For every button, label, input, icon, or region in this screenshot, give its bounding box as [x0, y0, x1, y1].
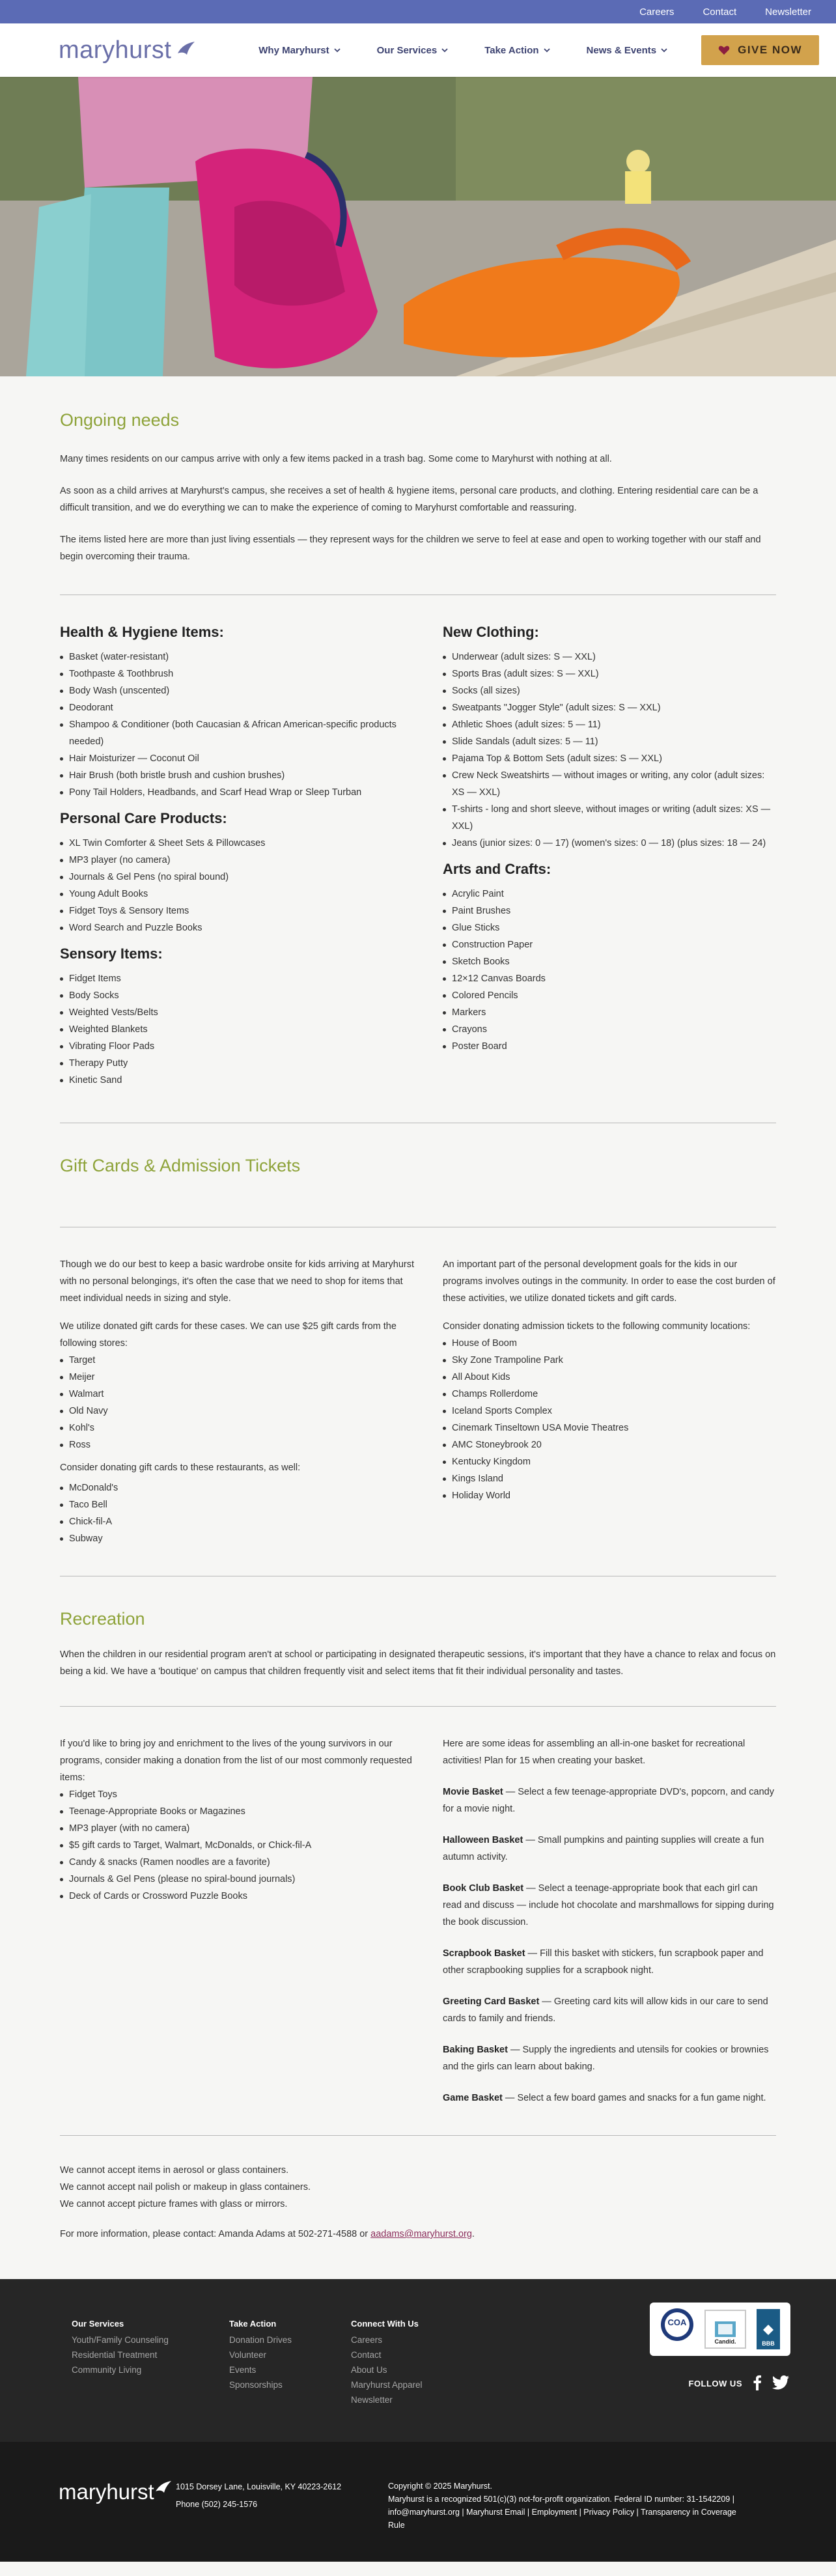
new-clothing-list	[443, 649, 776, 852]
footer-link[interactable]: Residential Treatment	[72, 2350, 158, 2360]
footer-link[interactable]: About Us	[351, 2365, 387, 2375]
main-nav	[0, 23, 836, 77]
nav-label: Take Action	[484, 44, 539, 56]
contact-line	[60, 2226, 776, 2243]
nav-menu	[222, 35, 819, 65]
list-item: 12×12 Canvas Boards	[443, 970, 776, 987]
new-clothing-title: New Clothing:	[443, 624, 539, 640]
list-item: Candy & snacks (Ramen noodles are a favorite)	[60, 1854, 418, 1871]
gift-left-paragraph-1: Though we do our best to keep a basic wardrobe onsite for kids arriving at Maryhurst with no personal belongings, it's often the case that we need to shop for items that meet individual needs in sizing and style.	[60, 1259, 415, 1304]
list-item: Journals & Gel Pens (please no spiral-bound journals)	[60, 1871, 418, 1888]
needs-right-column	[418, 624, 776, 1089]
coa-label: COA	[667, 2317, 687, 2327]
list-item: Journals & Gel Pens (no spiral bound)	[60, 869, 418, 886]
bird-logo-icon	[175, 39, 197, 61]
basket-description: — Fill this basket with stickers, fun scrapbook paper and other scrapbooking supplies for a scrapbook night.	[443, 1948, 764, 1976]
gift-columns	[60, 1256, 776, 1547]
recreation-left-paragraph: If you'd like to bring joy and enrichment to the lives of the young survivors in our programs, consider making a donation from the list of our most commonly requested items:	[60, 1739, 412, 1783]
basket-description: — Select a few teenage-appropriate DVD's, popcorn, and candy for a movie night.	[443, 1787, 774, 1814]
list-item: MP3 player (with no camera)	[60, 1820, 418, 1837]
chevron-down-icon	[661, 47, 667, 53]
nav-label: Why Maryhurst	[258, 44, 329, 56]
list-item: Kentucky Kingdom	[443, 1453, 776, 1470]
list-item: Body Wash (unscented)	[60, 682, 418, 699]
gift-left-paragraph-3: Consider donating gift cards to these restaurants, as well:	[60, 1463, 301, 1473]
bird-logo-icon	[154, 2480, 173, 2497]
list-item: Hair Brush (both bristle brush and cushion brushes)	[60, 767, 418, 784]
list-item: Iceland Sports Complex	[443, 1403, 776, 1420]
footer-services-title: Our Services	[72, 2319, 124, 2329]
recreation-title: Recreation	[60, 1609, 145, 1629]
site-logo[interactable]	[59, 36, 197, 64]
list-item: Old Navy	[60, 1403, 418, 1420]
bbb-torch-icon	[761, 2323, 775, 2340]
list-item: Pajama Top & Bottom Sets (adult sizes: S — XXL)	[443, 750, 776, 767]
list-item: Shampoo & Conditioner (both Caucasian & African American-specific products needed)	[60, 716, 418, 750]
list-item: Sketch Books	[443, 953, 776, 970]
basket-idea	[443, 1993, 776, 2027]
footer-link[interactable]: Careers	[351, 2335, 383, 2345]
footer-link[interactable]: Donation Drives	[229, 2335, 292, 2345]
footer-link[interactable]: Sponsorships	[229, 2380, 283, 2390]
basket-idea	[443, 1945, 776, 1979]
list-item: Ross	[60, 1436, 418, 1453]
ongoing-paragraph-1: Many times residents on our campus arrive with only a few items packed in a trash bag. Some come to Maryhurst with nothing at all.	[60, 454, 612, 464]
list-item: Champs Rollerdome	[443, 1386, 776, 1403]
list-item: AMC Stoneybrook 20	[443, 1436, 776, 1453]
candid-seal-icon	[712, 2320, 738, 2338]
list-item: Kinetic Sand	[60, 1072, 418, 1089]
gift-cards-title: Gift Cards & Admission Tickets	[60, 1156, 301, 1175]
list-item: Athletic Shoes (adult sizes: 5 — 11)	[443, 716, 776, 733]
nav-label: News & Events	[586, 44, 657, 56]
basket-name: Halloween Basket	[443, 1835, 523, 1845]
list-item: Kings Island	[443, 1470, 776, 1487]
list-item: Acrylic Paint	[443, 886, 776, 903]
list-item: Sports Bras (adult sizes: S — XXL)	[443, 665, 776, 682]
basket-idea	[443, 1832, 776, 1866]
needs-left-column	[60, 624, 418, 1089]
divider	[60, 1706, 776, 1707]
footer-connect-column	[351, 2319, 423, 2407]
hero-photo-illustration	[0, 77, 836, 376]
list-item: Cinemark Tinseltown USA Movie Theatres	[443, 1420, 776, 1436]
list-item: Taco Bell	[60, 1496, 418, 1513]
basket-intro: Here are some ideas for assembling an all-in-one basket for recreational activities! Plan for 15 when creating your basket.	[443, 1739, 745, 1766]
contact-prefix: For more information, please contact: Amanda Adams at 502-271-4588 or	[60, 2229, 371, 2239]
footer-legal-links[interactable]: info@maryhurst.org | Maryhurst Email | Employment | Privacy Policy | Transparency in Coverage Rule	[388, 2508, 736, 2530]
chevron-down-icon	[544, 47, 550, 53]
candid-seal-badge[interactable]	[704, 2310, 746, 2349]
recreation-left-column	[60, 1735, 418, 2107]
heart-icon	[718, 45, 730, 55]
basket-idea	[443, 1880, 776, 1931]
footer-services-column	[72, 2319, 169, 2377]
contact-suffix: .	[471, 2229, 475, 2239]
chevron-down-icon	[441, 47, 448, 53]
list-item: Pony Tail Holders, Headbands, and Scarf Head Wrap or Sleep Turban	[60, 784, 418, 801]
health-hygiene-list	[60, 649, 418, 801]
personal-care-title: Personal Care Products:	[60, 810, 227, 826]
basket-description: — Supply the ingredients and utensils for cookies or brownies and the girls can learn about baking.	[443, 2045, 769, 2072]
footer-link[interactable]: Events	[229, 2365, 257, 2375]
list-item: Therapy Putty	[60, 1055, 418, 1072]
basket-ideas	[443, 1784, 776, 2107]
health-hygiene-title: Health & Hygiene Items:	[60, 624, 224, 640]
list-item: Body Socks	[60, 987, 418, 1004]
list-item: Construction Paper	[443, 936, 776, 953]
basket-description: — Select a few board games and snacks for a fun game night.	[502, 2093, 766, 2103]
list-item: Fidget Toys	[60, 1786, 418, 1803]
topbar-link-contact[interactable]: Contact	[703, 6, 737, 18]
topbar-link-newsletter[interactable]: Newsletter	[765, 6, 811, 18]
basket-description: — Select a teenage-appropriate book that each girl can read and discuss — include hot chocolate and marshmallows for sipping during the book discussion.	[443, 1883, 774, 1927]
nav-why-maryhurst[interactable]	[258, 45, 340, 56]
footer-services-links	[72, 2332, 169, 2377]
footer-link[interactable]: Community Living	[72, 2365, 142, 2375]
ongoing-paragraph-2: As soon as a child arrives at Maryhurst's campus, she receives a set of health & hygiene items, personal care products, and clothing. Entering residential care can be a difficult transition, and we do everything we can to make the experience of coming to Maryhurst comfortable and reassuring.	[60, 486, 759, 513]
list-item: XL Twin Comforter & Sheet Sets & Pillowcases	[60, 835, 418, 852]
footer-connect-links	[351, 2332, 423, 2407]
list-item: Slide Sandals (adult sizes: 5 — 11)	[443, 733, 776, 750]
needs-lists	[60, 624, 776, 1089]
footer-bottom	[0, 2442, 836, 2562]
list-item: McDonald's	[60, 1479, 418, 1496]
arts-crafts-list	[443, 886, 776, 1055]
list-item: Vibrating Floor Pads	[60, 1038, 418, 1055]
list-item: Chick-fil-A	[60, 1513, 418, 1530]
footer-link[interactable]: Newsletter	[351, 2395, 393, 2405]
basket-name: Greeting Card Basket	[443, 1996, 540, 2007]
basket-name: Movie Basket	[443, 1787, 503, 1797]
topbar-link-careers[interactable]: Careers	[639, 6, 675, 18]
footer-action-title: Take Action	[229, 2319, 277, 2329]
list-item: MP3 player (no camera)	[60, 852, 418, 869]
follow-us-label: FOLLOW US	[688, 2379, 742, 2388]
accreditation-badges	[650, 2303, 790, 2356]
list-item: Deodorant	[60, 699, 418, 716]
list-item: Weighted Vests/Belts	[60, 1004, 418, 1021]
footer-address: 1015 Dorsey Lane, Louisville, KY 40223-2612	[176, 2482, 342, 2491]
list-item: Subway	[60, 1530, 418, 1547]
contact-email-link[interactable]: aadams@maryhurst.org	[370, 2229, 472, 2239]
list-item: Sweatpants "Jogger Style" (adult sizes: S — XXL)	[443, 699, 776, 716]
restriction-line: We cannot accept nail polish or makeup in glass containers.	[60, 2182, 311, 2192]
footer-legal: Maryhurst is a recognized 501(c)(3) not-for-profit organization. Federal ID number: 31-1542209 |	[388, 2495, 734, 2504]
facebook-icon[interactable]	[753, 2375, 762, 2392]
footer-link[interactable]: Volunteer	[229, 2350, 267, 2360]
store-list	[60, 1352, 418, 1453]
list-item: Jeans (junior sizes: 0 — 17) (women's sizes: 0 — 18) (plus sizes: 18 — 24)	[443, 835, 776, 852]
footer-action-column	[229, 2319, 292, 2392]
list-item: Toothpaste & Toothbrush	[60, 665, 418, 682]
footer-copyright: Copyright © 2025 Maryhurst.	[388, 2482, 492, 2491]
list-item: $5 gift cards to Target, Walmart, McDonalds, or Chick-fil-A	[60, 1837, 418, 1854]
restaurant-list	[60, 1479, 418, 1547]
list-item: Meijer	[60, 1369, 418, 1386]
list-item: Crayons	[443, 1021, 776, 1038]
list-item: Hair Moisturizer — Coconut Oil	[60, 750, 418, 767]
ongoing-needs-title: Ongoing needs	[60, 410, 180, 430]
footer-link[interactable]: Maryhurst Apparel	[351, 2380, 423, 2390]
restriction-line: We cannot accept picture frames with glass or mirrors.	[60, 2199, 288, 2209]
ongoing-paragraph-3: The items listed here are more than just living essentials — they represent ways for the children we serve to feel at ease and open to working together with our staff and begin overcoming their trauma.	[60, 535, 761, 562]
list-item: T-shirts - long and short sleeve, without images or writing (adult sizes: XS — XXL)	[443, 801, 776, 835]
main-content	[0, 410, 836, 2243]
nav-news-events[interactable]	[587, 45, 668, 56]
nav-our-services[interactable]	[377, 45, 449, 56]
recreation-columns	[60, 1735, 776, 2107]
basket-name: Game Basket	[443, 2093, 503, 2103]
footer-action-links	[229, 2332, 292, 2392]
logo-wordmark: maryhurst	[59, 36, 172, 64]
footer-legal-block	[388, 2480, 753, 2532]
footer	[0, 2279, 836, 2442]
basket-name: Baking Basket	[443, 2045, 508, 2055]
footer-connect-title: Connect With Us	[351, 2319, 419, 2329]
gift-right-paragraph-2: Consider donating admission tickets to the following community locations:	[443, 1321, 751, 1332]
bbb-badge[interactable]	[757, 2309, 780, 2349]
sensory-items-title: Sensory Items:	[60, 945, 163, 962]
basket-description: — Small pumpkins and painting supplies will create a fun autumn activity.	[443, 1835, 764, 1862]
social-follow	[689, 2375, 790, 2392]
list-item: Markers	[443, 1004, 776, 1021]
nav-label: Our Services	[376, 44, 438, 56]
personal-care-list	[60, 835, 418, 936]
recreation-item-list	[60, 1786, 418, 1905]
twitter-icon[interactable]	[772, 2375, 789, 2392]
gift-left-paragraph-2: We utilize donated gift cards for these cases. We can use $25 gift cards from the following stores:	[60, 1321, 397, 1349]
list-item: Socks (all sizes)	[443, 682, 776, 699]
hero-image	[0, 77, 836, 376]
list-item: Walmart	[60, 1386, 418, 1403]
gift-right-column	[418, 1256, 776, 1547]
arts-crafts-title: Arts and Crafts:	[443, 861, 551, 877]
footer-logo[interactable]	[59, 2480, 173, 2504]
basket-idea	[443, 1784, 776, 1817]
basket-name: Book Club Basket	[443, 1883, 524, 1894]
bbb-label: BBB	[762, 2340, 775, 2347]
list-item: Paint Brushes	[443, 903, 776, 919]
list-item: Young Adult Books	[60, 886, 418, 903]
list-item: Deck of Cards or Crossword Puzzle Books	[60, 1888, 418, 1905]
list-item: Kohl's	[60, 1420, 418, 1436]
list-item: Underwear (adult sizes: S — XXL)	[443, 649, 776, 665]
nav-take-action[interactable]	[484, 45, 550, 56]
list-item: Poster Board	[443, 1038, 776, 1055]
candid-label: Candid.	[714, 2338, 736, 2345]
sensory-items-list	[60, 970, 418, 1089]
chevron-down-icon	[334, 47, 341, 53]
footer-link[interactable]: Youth/Family Counseling	[72, 2335, 169, 2345]
list-item: All About Kids	[443, 1369, 776, 1386]
list-item: Holiday World	[443, 1487, 776, 1504]
basket-description: — Greeting card kits will allow kids in our care to send cards to family and friends.	[443, 1996, 768, 2024]
list-item: Teenage-Appropriate Books or Magazines	[60, 1803, 418, 1820]
list-item: Glue Sticks	[443, 919, 776, 936]
footer-link[interactable]: Contact	[351, 2350, 382, 2360]
list-item: Word Search and Puzzle Books	[60, 919, 418, 936]
list-item: Sky Zone Trampoline Park	[443, 1352, 776, 1369]
list-item: Fidget Items	[60, 970, 418, 987]
gift-right-paragraph-1: An important part of the personal development goals for the kids in our programs involves outings in the community. In order to ease the cost burden of these activities, we utilize donated tickets and gift cards.	[443, 1259, 775, 1304]
recreation-intro: When the children in our residential program aren't at school or participating in designated therapeutic sessions, it's important that they have a chance to relax and focus on being a kid. We have a 'boutique' on campus that children frequently visit and select items that fit their individual personality and tastes.	[60, 1649, 776, 1677]
location-list	[443, 1335, 776, 1504]
top-utility-bar	[0, 0, 836, 23]
restriction-line: We cannot accept items in aerosol or glass containers.	[60, 2165, 289, 2176]
recreation-right-column	[418, 1735, 776, 2107]
list-item: Fidget Toys & Sensory Items	[60, 903, 418, 919]
restriction-notes	[60, 2162, 776, 2213]
footer-address-block	[176, 2478, 341, 2513]
divider	[60, 2135, 776, 2136]
gift-left-column	[60, 1256, 418, 1547]
give-now-button[interactable]	[701, 35, 819, 65]
list-item: Colored Pencils	[443, 987, 776, 1004]
footer-phone: Phone (502) 245-1576	[176, 2500, 258, 2509]
footer-logo-wordmark: maryhurst	[59, 2480, 154, 2504]
basket-idea	[443, 2041, 776, 2075]
basket-name: Scrapbook Basket	[443, 1948, 525, 1959]
list-item: Weighted Blankets	[60, 1021, 418, 1038]
basket-idea	[443, 2090, 776, 2107]
list-item: House of Boom	[443, 1335, 776, 1352]
give-now-label: GIVE NOW	[738, 44, 802, 56]
list-item: Crew Neck Sweatshirts — without images or writing, any color (adult sizes: XS — XXL)	[443, 767, 776, 801]
coa-badge[interactable]	[660, 2308, 694, 2351]
list-item: Basket (water-resistant)	[60, 649, 418, 665]
list-item: Target	[60, 1352, 418, 1369]
